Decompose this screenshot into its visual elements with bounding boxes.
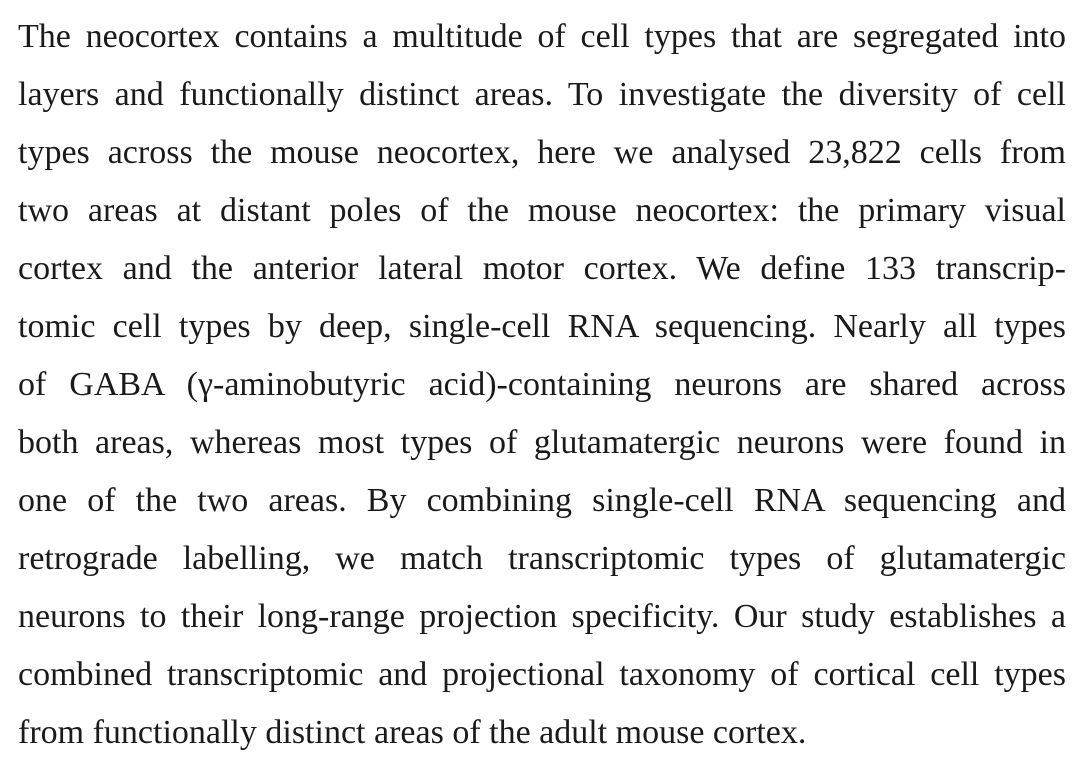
abstract-line-13: from functionally distinct areas of the adult mouse cortex. — [18, 714, 807, 751]
abstract-line-7: of GABA (γ-aminobutyric acid)-containing neurons are shared across — [18, 366, 1066, 403]
abstract-line-11: neurons to their long-range projection specificity. Our study establishes a — [18, 598, 1066, 635]
abstract-line-4: two areas at distant poles of the mouse neocortex: the primary visual — [18, 192, 1066, 229]
abstract-line-12: combined transcriptomic and projectional taxonomy of cortical cell types — [18, 656, 1066, 693]
abstract-line-10: retrograde labelling, we match transcriptomic types of glutamatergic — [18, 540, 1066, 577]
abstract-line-8: both areas, whereas most types of glutamatergic neurons were found in — [18, 424, 1066, 461]
abstract-line-9: one of the two areas. By combining single-cell RNA sequencing and — [18, 482, 1066, 519]
abstract-line-2: layers and functionally distinct areas. To investigate the diversity of cell — [18, 76, 1066, 113]
abstract-line-3: types across the mouse neocortex, here we analysed 23,822 cells from — [18, 134, 1066, 171]
abstract-line-6: tomic cell types by deep, single-cell RNA sequencing. Nearly all types — [18, 308, 1066, 345]
abstract-line-5: cortex and the anterior lateral motor cortex. We define 133 transcrip- — [18, 250, 1066, 287]
abstract-text — [18, 8, 1066, 762]
abstract-line-1: The neocortex contains a multitude of cell types that are segregated into — [18, 18, 1066, 55]
